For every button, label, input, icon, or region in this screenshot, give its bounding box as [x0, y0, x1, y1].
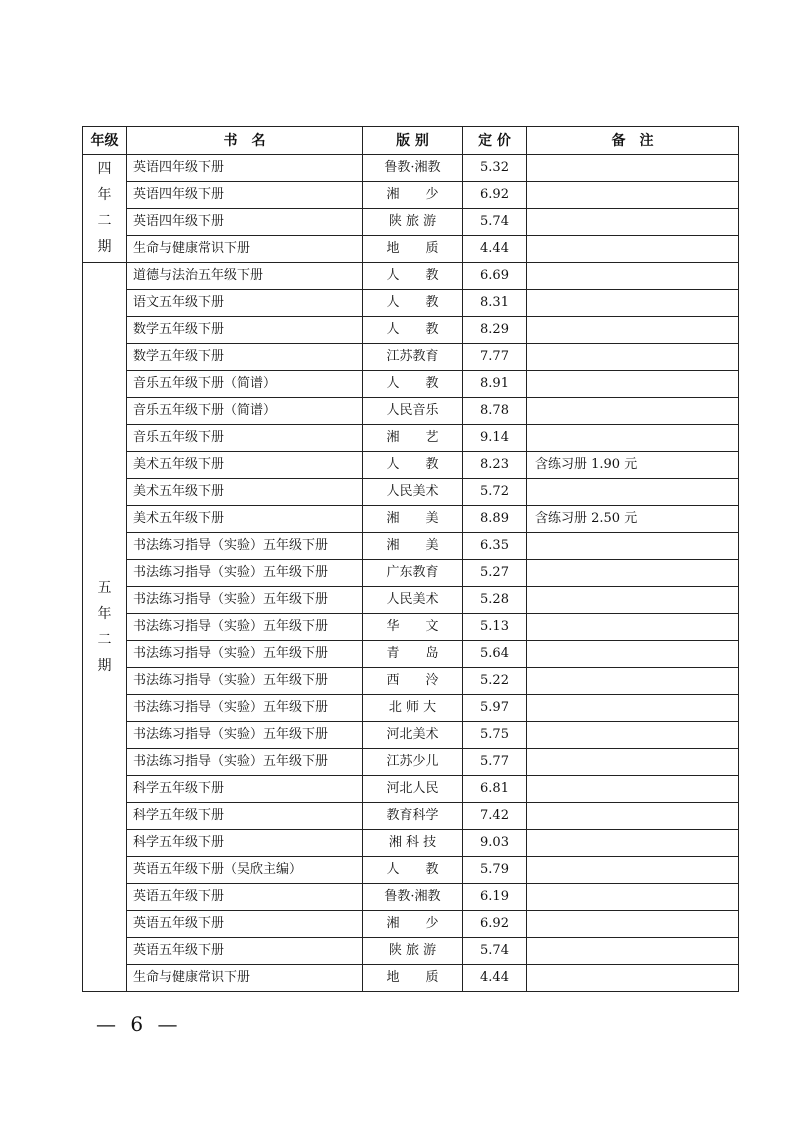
table-row — [83, 425, 739, 452]
note-cell — [527, 641, 739, 668]
book-name-cell: 英语五年级下册 — [127, 938, 363, 965]
edition-cell: 地 质 — [363, 965, 463, 992]
price-cell: 7.42 — [463, 803, 527, 830]
price-cell: 8.31 — [463, 290, 527, 317]
table-row — [83, 560, 739, 587]
note-cell — [527, 965, 739, 992]
price-cell: 6.69 — [463, 263, 527, 290]
note-cell — [527, 857, 739, 884]
edition-cell: 鲁教·湘教 — [363, 884, 463, 911]
book-name-cell: 书法练习指导（实验）五年级下册 — [127, 668, 363, 695]
note-cell — [527, 803, 739, 830]
note-cell — [527, 263, 739, 290]
price-cell: 5.28 — [463, 587, 527, 614]
table-row — [83, 317, 739, 344]
book-name-cell: 书法练习指导（实验）五年级下册 — [127, 722, 363, 749]
edition-cell: 人 教 — [363, 263, 463, 290]
edition-cell: 湘 艺 — [363, 425, 463, 452]
edition-cell: 人 教 — [363, 452, 463, 479]
table-row — [83, 911, 739, 938]
price-cell: 5.97 — [463, 695, 527, 722]
edition-cell: 地 质 — [363, 236, 463, 263]
note-cell — [527, 236, 739, 263]
note-cell: 含练习册 2.50 元 — [527, 506, 739, 533]
book-name-cell: 英语五年级下册 — [127, 884, 363, 911]
table-row — [83, 371, 739, 398]
price-cell: 5.74 — [463, 938, 527, 965]
book-name-cell: 书法练习指导（实验）五年级下册 — [127, 749, 363, 776]
table-row — [83, 506, 739, 533]
price-cell: 5.13 — [463, 614, 527, 641]
price-cell: 6.81 — [463, 776, 527, 803]
table-row — [83, 668, 739, 695]
edition-cell: 江苏少儿 — [363, 749, 463, 776]
price-cell: 5.72 — [463, 479, 527, 506]
edition-cell: 湘 少 — [363, 911, 463, 938]
table-row — [83, 479, 739, 506]
table-row — [83, 344, 739, 371]
edition-cell: 广东教育 — [363, 560, 463, 587]
book-name-cell: 英语五年级下册 — [127, 911, 363, 938]
book-name-cell: 音乐五年级下册 — [127, 425, 363, 452]
edition-cell: 人民美术 — [363, 587, 463, 614]
table-row — [83, 695, 739, 722]
price-cell: 5.32 — [463, 155, 527, 182]
note-cell — [527, 479, 739, 506]
grade-label: 五年二期 — [97, 579, 112, 674]
table-row — [83, 398, 739, 425]
edition-cell: 湘 美 — [363, 506, 463, 533]
note-cell — [527, 560, 739, 587]
note-cell — [527, 911, 739, 938]
header-grade: 年级 — [83, 127, 127, 155]
header-price: 定 价 — [463, 127, 527, 155]
table-body — [83, 155, 739, 992]
note-cell — [527, 938, 739, 965]
edition-cell: 教育科学 — [363, 803, 463, 830]
price-cell: 5.75 — [463, 722, 527, 749]
book-name-cell: 科学五年级下册 — [127, 776, 363, 803]
note-cell — [527, 317, 739, 344]
price-cell: 8.91 — [463, 371, 527, 398]
edition-cell: 人民音乐 — [363, 398, 463, 425]
note-cell — [527, 695, 739, 722]
note-cell — [527, 209, 739, 236]
table-row — [83, 776, 739, 803]
edition-cell: 人 教 — [363, 290, 463, 317]
table-row — [83, 182, 739, 209]
edition-cell: 鲁教·湘教 — [363, 155, 463, 182]
header-book: 书 名 — [127, 127, 363, 155]
note-cell — [527, 344, 739, 371]
edition-cell: 陕 旅 游 — [363, 209, 463, 236]
grade-cell — [83, 263, 127, 992]
table-header-row — [83, 127, 739, 155]
table-row — [83, 290, 739, 317]
grade-label: 四年二期 — [97, 161, 112, 255]
note-cell — [527, 425, 739, 452]
book-name-cell: 数学五年级下册 — [127, 317, 363, 344]
table-row — [83, 641, 739, 668]
price-cell: 9.03 — [463, 830, 527, 857]
table-row — [83, 236, 739, 263]
price-cell: 6.92 — [463, 182, 527, 209]
note-cell — [527, 884, 739, 911]
note-cell: 含练习册 1.90 元 — [527, 452, 739, 479]
table-row — [83, 209, 739, 236]
edition-cell: 河北美术 — [363, 722, 463, 749]
note-cell — [527, 155, 739, 182]
book-name-cell: 数学五年级下册 — [127, 344, 363, 371]
price-cell: 7.77 — [463, 344, 527, 371]
table-row — [83, 722, 739, 749]
book-name-cell: 科学五年级下册 — [127, 830, 363, 857]
edition-cell: 湘 美 — [363, 533, 463, 560]
table-row — [83, 587, 739, 614]
price-cell: 9.14 — [463, 425, 527, 452]
page-number: — 6 — — [96, 1012, 182, 1036]
book-name-cell: 音乐五年级下册（简谱） — [127, 371, 363, 398]
book-name-cell: 美术五年级下册 — [127, 479, 363, 506]
price-cell: 8.29 — [463, 317, 527, 344]
book-name-cell: 语文五年级下册 — [127, 290, 363, 317]
book-name-cell: 书法练习指导（实验）五年级下册 — [127, 560, 363, 587]
edition-cell: 河北人民 — [363, 776, 463, 803]
price-cell: 5.64 — [463, 641, 527, 668]
note-cell — [527, 830, 739, 857]
book-name-cell: 书法练习指导（实验）五年级下册 — [127, 533, 363, 560]
edition-cell: 人 教 — [363, 317, 463, 344]
table-row — [83, 803, 739, 830]
header-note: 备 注 — [527, 127, 739, 155]
price-cell: 5.27 — [463, 560, 527, 587]
note-cell — [527, 290, 739, 317]
edition-cell: 西 泠 — [363, 668, 463, 695]
textbook-price-table — [82, 126, 739, 992]
book-name-cell: 生命与健康常识下册 — [127, 965, 363, 992]
book-name-cell: 书法练习指导（实验）五年级下册 — [127, 587, 363, 614]
price-cell: 8.23 — [463, 452, 527, 479]
book-name-cell: 书法练习指导（实验）五年级下册 — [127, 641, 363, 668]
note-cell — [527, 776, 739, 803]
header-edition: 版 别 — [363, 127, 463, 155]
book-name-cell: 书法练习指导（实验）五年级下册 — [127, 614, 363, 641]
price-cell: 5.77 — [463, 749, 527, 776]
note-cell — [527, 722, 739, 749]
book-name-cell: 音乐五年级下册（简谱） — [127, 398, 363, 425]
note-cell — [527, 587, 739, 614]
note-cell — [527, 668, 739, 695]
table-row — [83, 938, 739, 965]
table-row — [83, 155, 739, 182]
book-name-cell: 美术五年级下册 — [127, 452, 363, 479]
edition-cell: 人 教 — [363, 857, 463, 884]
price-cell: 5.22 — [463, 668, 527, 695]
book-name-cell: 美术五年级下册 — [127, 506, 363, 533]
edition-cell: 江苏教育 — [363, 344, 463, 371]
price-cell: 5.74 — [463, 209, 527, 236]
price-cell: 6.19 — [463, 884, 527, 911]
edition-cell: 人 教 — [363, 371, 463, 398]
book-name-cell: 科学五年级下册 — [127, 803, 363, 830]
note-cell — [527, 533, 739, 560]
table-row — [83, 452, 739, 479]
table-row — [83, 533, 739, 560]
table-row — [83, 884, 739, 911]
book-name-cell: 英语五年级下册（吴欣主编） — [127, 857, 363, 884]
book-name-cell: 英语四年级下册 — [127, 155, 363, 182]
table-row — [83, 614, 739, 641]
book-name-cell: 道德与法治五年级下册 — [127, 263, 363, 290]
table-row — [83, 749, 739, 776]
edition-cell: 湘 科 技 — [363, 830, 463, 857]
table-row — [83, 263, 739, 290]
price-cell: 6.35 — [463, 533, 527, 560]
price-cell: 8.78 — [463, 398, 527, 425]
book-name-cell: 英语四年级下册 — [127, 182, 363, 209]
price-cell: 4.44 — [463, 965, 527, 992]
price-cell: 5.79 — [463, 857, 527, 884]
edition-cell: 北 师 大 — [363, 695, 463, 722]
edition-cell: 青 岛 — [363, 641, 463, 668]
table-row — [83, 965, 739, 992]
table-row — [83, 857, 739, 884]
note-cell — [527, 614, 739, 641]
edition-cell: 人民美术 — [363, 479, 463, 506]
price-cell: 4.44 — [463, 236, 527, 263]
grade-cell — [83, 155, 127, 263]
book-name-cell: 生命与健康常识下册 — [127, 236, 363, 263]
book-name-cell: 书法练习指导（实验）五年级下册 — [127, 695, 363, 722]
edition-cell: 华 文 — [363, 614, 463, 641]
book-name-cell: 英语四年级下册 — [127, 209, 363, 236]
note-cell — [527, 182, 739, 209]
edition-cell: 陕 旅 游 — [363, 938, 463, 965]
table-row — [83, 830, 739, 857]
price-cell: 6.92 — [463, 911, 527, 938]
note-cell — [527, 371, 739, 398]
note-cell — [527, 749, 739, 776]
note-cell — [527, 398, 739, 425]
edition-cell: 湘 少 — [363, 182, 463, 209]
price-cell: 8.89 — [463, 506, 527, 533]
